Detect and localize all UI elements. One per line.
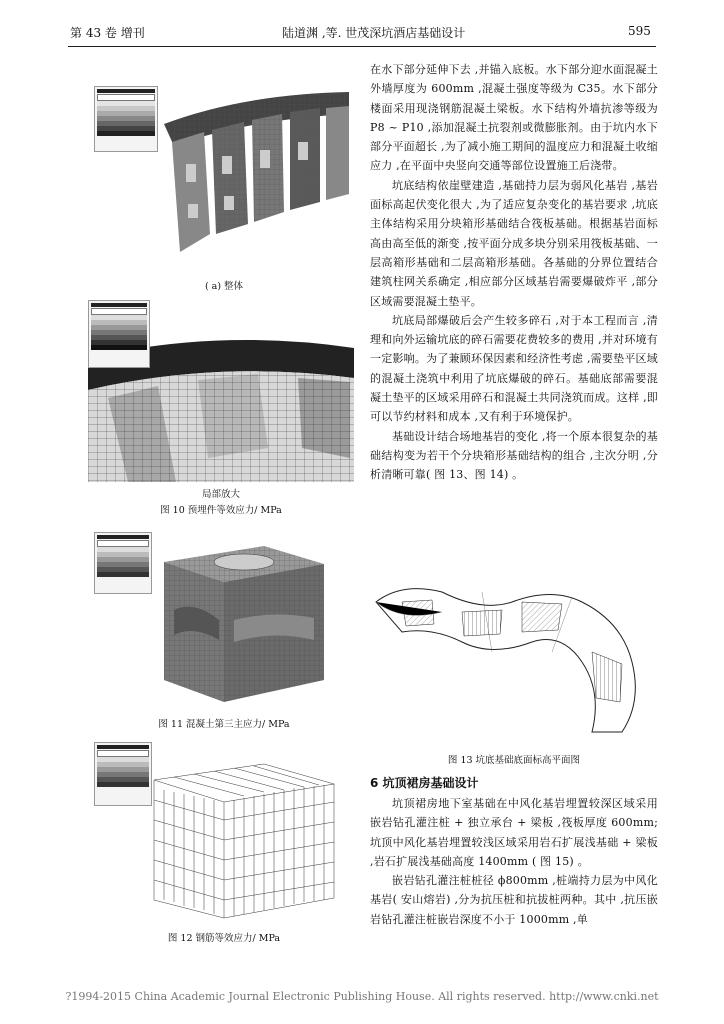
fig11-image: [94, 530, 354, 706]
paragraph: 坑顶裙房地下室基础在中风化基岩埋置较深区域采用嵌岩钻孔灌注桩 + 独立承台 + 梁板 ,筏板厚度 600mm; 坑顶中风化基岩埋置较浅区域采用岩石扩展浅基础 + 梁板 ,岩石扩展浅基础高度 1400mm ( 图 15) 。: [370, 797, 658, 868]
contour-legend: [94, 742, 152, 806]
fig12-caption: 图 12 钢筋等效应力/ MPa: [167, 933, 281, 944]
paragraph: 在水下部分延伸下去 ,并锚入底板。水下部分迎水面混凝土外墙厚度为 600mm ,混凝土强度等级为 C35。水下部分楼面采用现浇钢筋混凝土梁板。水下结构外墙抗渗等级为 P8 ~ P10 ,添加混凝土抗裂剂或微膨胀剂。由于坑内水下部分平面超长 ,为了减小施工期间的温度应力和混凝土收缩应力 ,在平面中央竖向交通等部位设置施工后浇带。: [370, 63, 658, 173]
section-6-heading: 6 坑顶裙房基础设计: [370, 776, 479, 790]
running-header: [0, 24, 724, 44]
fig10a-image: [94, 84, 354, 270]
fig12-image: [94, 740, 354, 920]
paragraph: 坑底局部爆破后会产生较多碎石 ,对于本工程而言 ,清理和向外运输坑底的碎石需要花费较多的费用 ,并对环境有一定影响。为了兼顾环保因素和经济性考虑 ,需要垫平区域的混凝土浇筑中利用了坑底爆破的碎石。基础底部需要混凝土垫平的区域采用碎石和混凝土共同浇筑而成。这样 ,即可以节约材料和成本 ,又有利于环境保护。: [370, 313, 658, 424]
fig10b-caption: 局部放大: [201, 489, 240, 500]
body-text-column: [370, 60, 658, 485]
fig13-caption: 图 13 坑底基础底面标高平面图: [447, 755, 581, 766]
contour-legend: [88, 300, 150, 368]
paragraph: 嵌岩钻孔灌注桩桩径 ϕ800mm ,桩端持力层为中风化基岩( 安山熔岩) ,分为抗压桩和抗拔桩两种。其中 ,抗压嵌岩钻孔灌注桩嵌岩深度不小于 1000mm ,单: [370, 874, 658, 926]
fig13-image: [372, 572, 656, 738]
contour-legend: [94, 86, 158, 152]
page-number: 595: [628, 24, 651, 38]
body-text-column: [370, 794, 658, 929]
article-running-title: 陆道渊 ,等. 世茂深坑酒店基础设计: [282, 26, 466, 40]
header-rule: [68, 46, 656, 47]
journal-volume: 第 43 卷 增刊: [70, 26, 145, 40]
paragraph: 基础设计结合场地基岩的变化 ,将一个原本很复杂的基础结构变为若干个分块箱形基础结构的组合 ,主次分明 ,分析清晰可靠( 图 13、图 14) 。: [370, 429, 658, 482]
fig10-caption: 图 10 预埋件等效应力/ MPa: [160, 505, 282, 516]
copyright-footer: ?1994-2015 China Academic Journal Electronic Publishing House. All rights reserved. http://www.cnki.net: [65, 990, 659, 1003]
contour-legend: [94, 532, 152, 594]
fig10a-caption: ( a) 整体: [204, 281, 244, 292]
fig11-caption: 图 11 混凝土第三主应力/ MPa: [158, 719, 290, 730]
fig10b-image: [88, 298, 354, 482]
paragraph: 坑底结构依崖壁建造 ,基础持力层为弱风化基岩 ,基岩面标高起伏变化很大 ,为了适应复杂变化的基岩要求 ,坑底主体结构采用分块箱形基础结合筏板基础。根据基岩面标高由高至低的渐变 ,按平面分成多块分别采用筏板基础、一层高箱形基础和二层高箱形基础。各基础的分界位置结合建筑柱网关系确定 ,相应部分区域基岩需要爆破炸平 ,部分区域需要混凝土垫平。: [370, 178, 658, 308]
